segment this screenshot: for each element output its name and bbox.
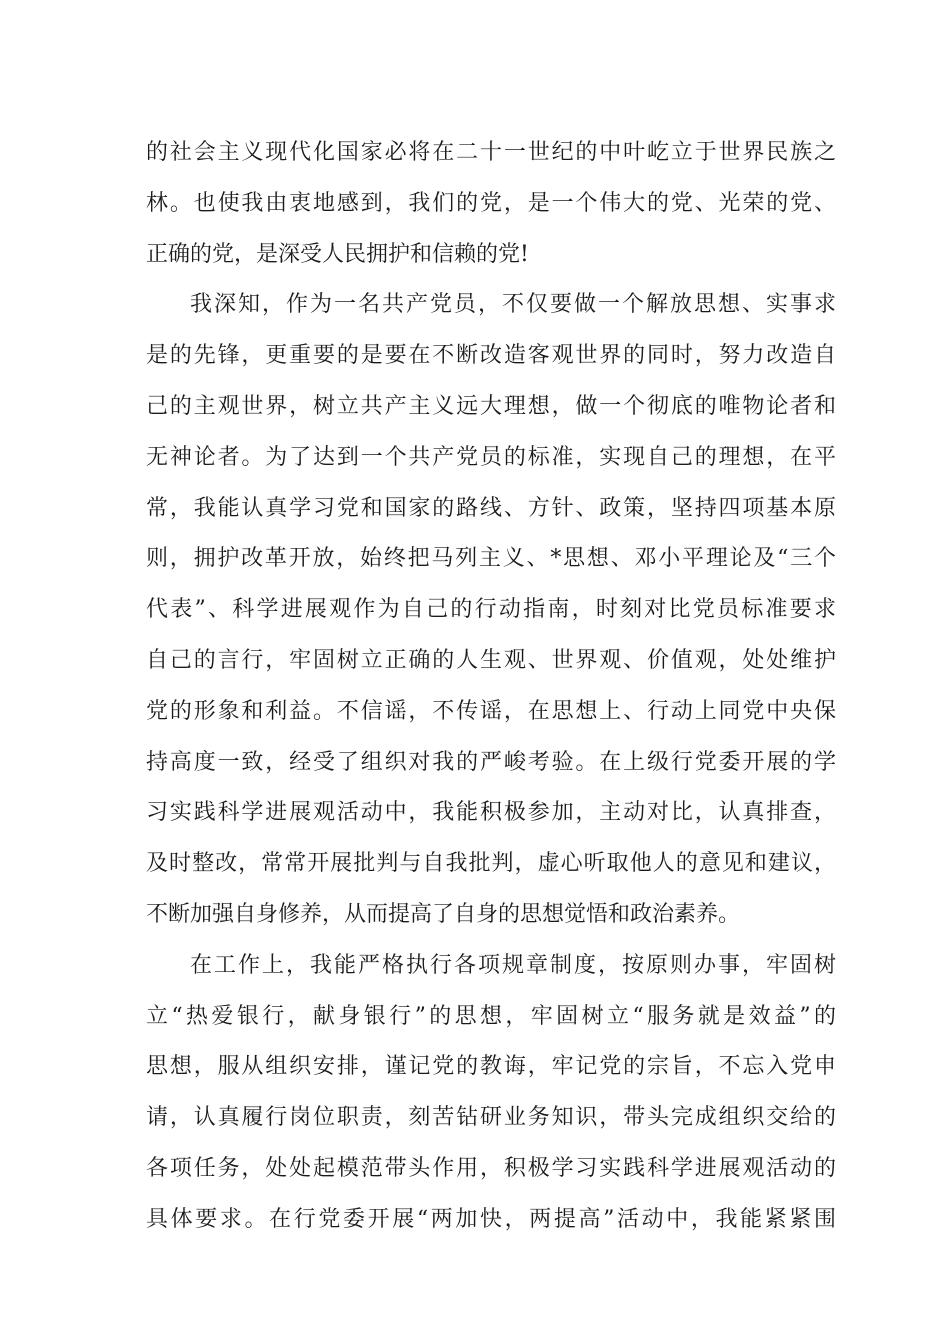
text-line: 常，我能认真学习党和国家的路线、方针、政策，坚持四项基本原: [146, 495, 836, 521]
text-line: 正确的党，是深受人民拥护和信赖的党!: [146, 241, 529, 267]
text-line: 己的主观世界，树立共产主义远大理想，做一个彻底的唯物论者和: [146, 393, 836, 419]
paragraph-first-line: 在工作上，我能严格执行各项规章制度，按原则办事，牢固树: [190, 952, 836, 978]
text-line: 立“热爱银行，献身银行”的思想，牢固树立“服务就是效益”的: [146, 1003, 836, 1029]
text-line: 习实践科学进展观活动中，我能积极参加，主动对比，认真排查，: [146, 800, 836, 826]
text-line: 党的形象和利益。不信谣，不传谣，在思想上、行动上同党中央保: [146, 698, 836, 724]
text-line: 代表”、科学进展观作为自己的行动指南，时刻对比党员标准要求: [146, 597, 836, 623]
text-line: 各项任务，处处起模范带头作用，积极学习实践科学进展观活动的: [146, 1155, 836, 1181]
text-line: 无神论者。为了达到一个共产党员的标准，实现自己的理想，在平: [146, 444, 836, 470]
text-line: 则，拥护改革开放，始终把马列主义、*思想、邓小平理论及“三个: [146, 546, 836, 572]
text-line: 请，认真履行岗位职责，刻苦钻研业务知识，带头完成组织交给的: [146, 1105, 836, 1131]
text-line: 持高度一致，经受了组织对我的严峻考验。在上级行党委开展的学: [146, 749, 836, 775]
paragraph-first-line: 我深知，作为一名共产党员，不仅要做一个解放思想、实事求: [190, 292, 836, 318]
text-line: 是的先锋，更重要的是要在不断改造客观世界的同时，努力改造自: [146, 343, 836, 369]
text-line: 自己的言行，牢固树立正确的人生观、世界观、价值观，处处维护: [146, 647, 836, 673]
text-line: 思想，服从组织安排，谨记党的教诲，牢记党的宗旨，不忘入党申: [146, 1054, 836, 1080]
text-line: 的社会主义现代化国家必将在二十一世纪的中叶屹立于世界民族之: [146, 140, 836, 165]
text-line: 具体要求。在行党委开展“两加快，两提高”活动中，我能紧紧围: [146, 1206, 836, 1232]
text-line: 不断加强自身修养，从而提高了自身的思想觉悟和政治素养。: [146, 901, 741, 927]
text-line: 林。也使我由衷地感到，我们的党，是一个伟大的党、光荣的党、: [146, 190, 836, 216]
body-text: [146, 128, 836, 1246]
text-line: 及时整改，常常开展批判与自我批判，虚心听取他人的意见和建议，: [146, 851, 836, 877]
